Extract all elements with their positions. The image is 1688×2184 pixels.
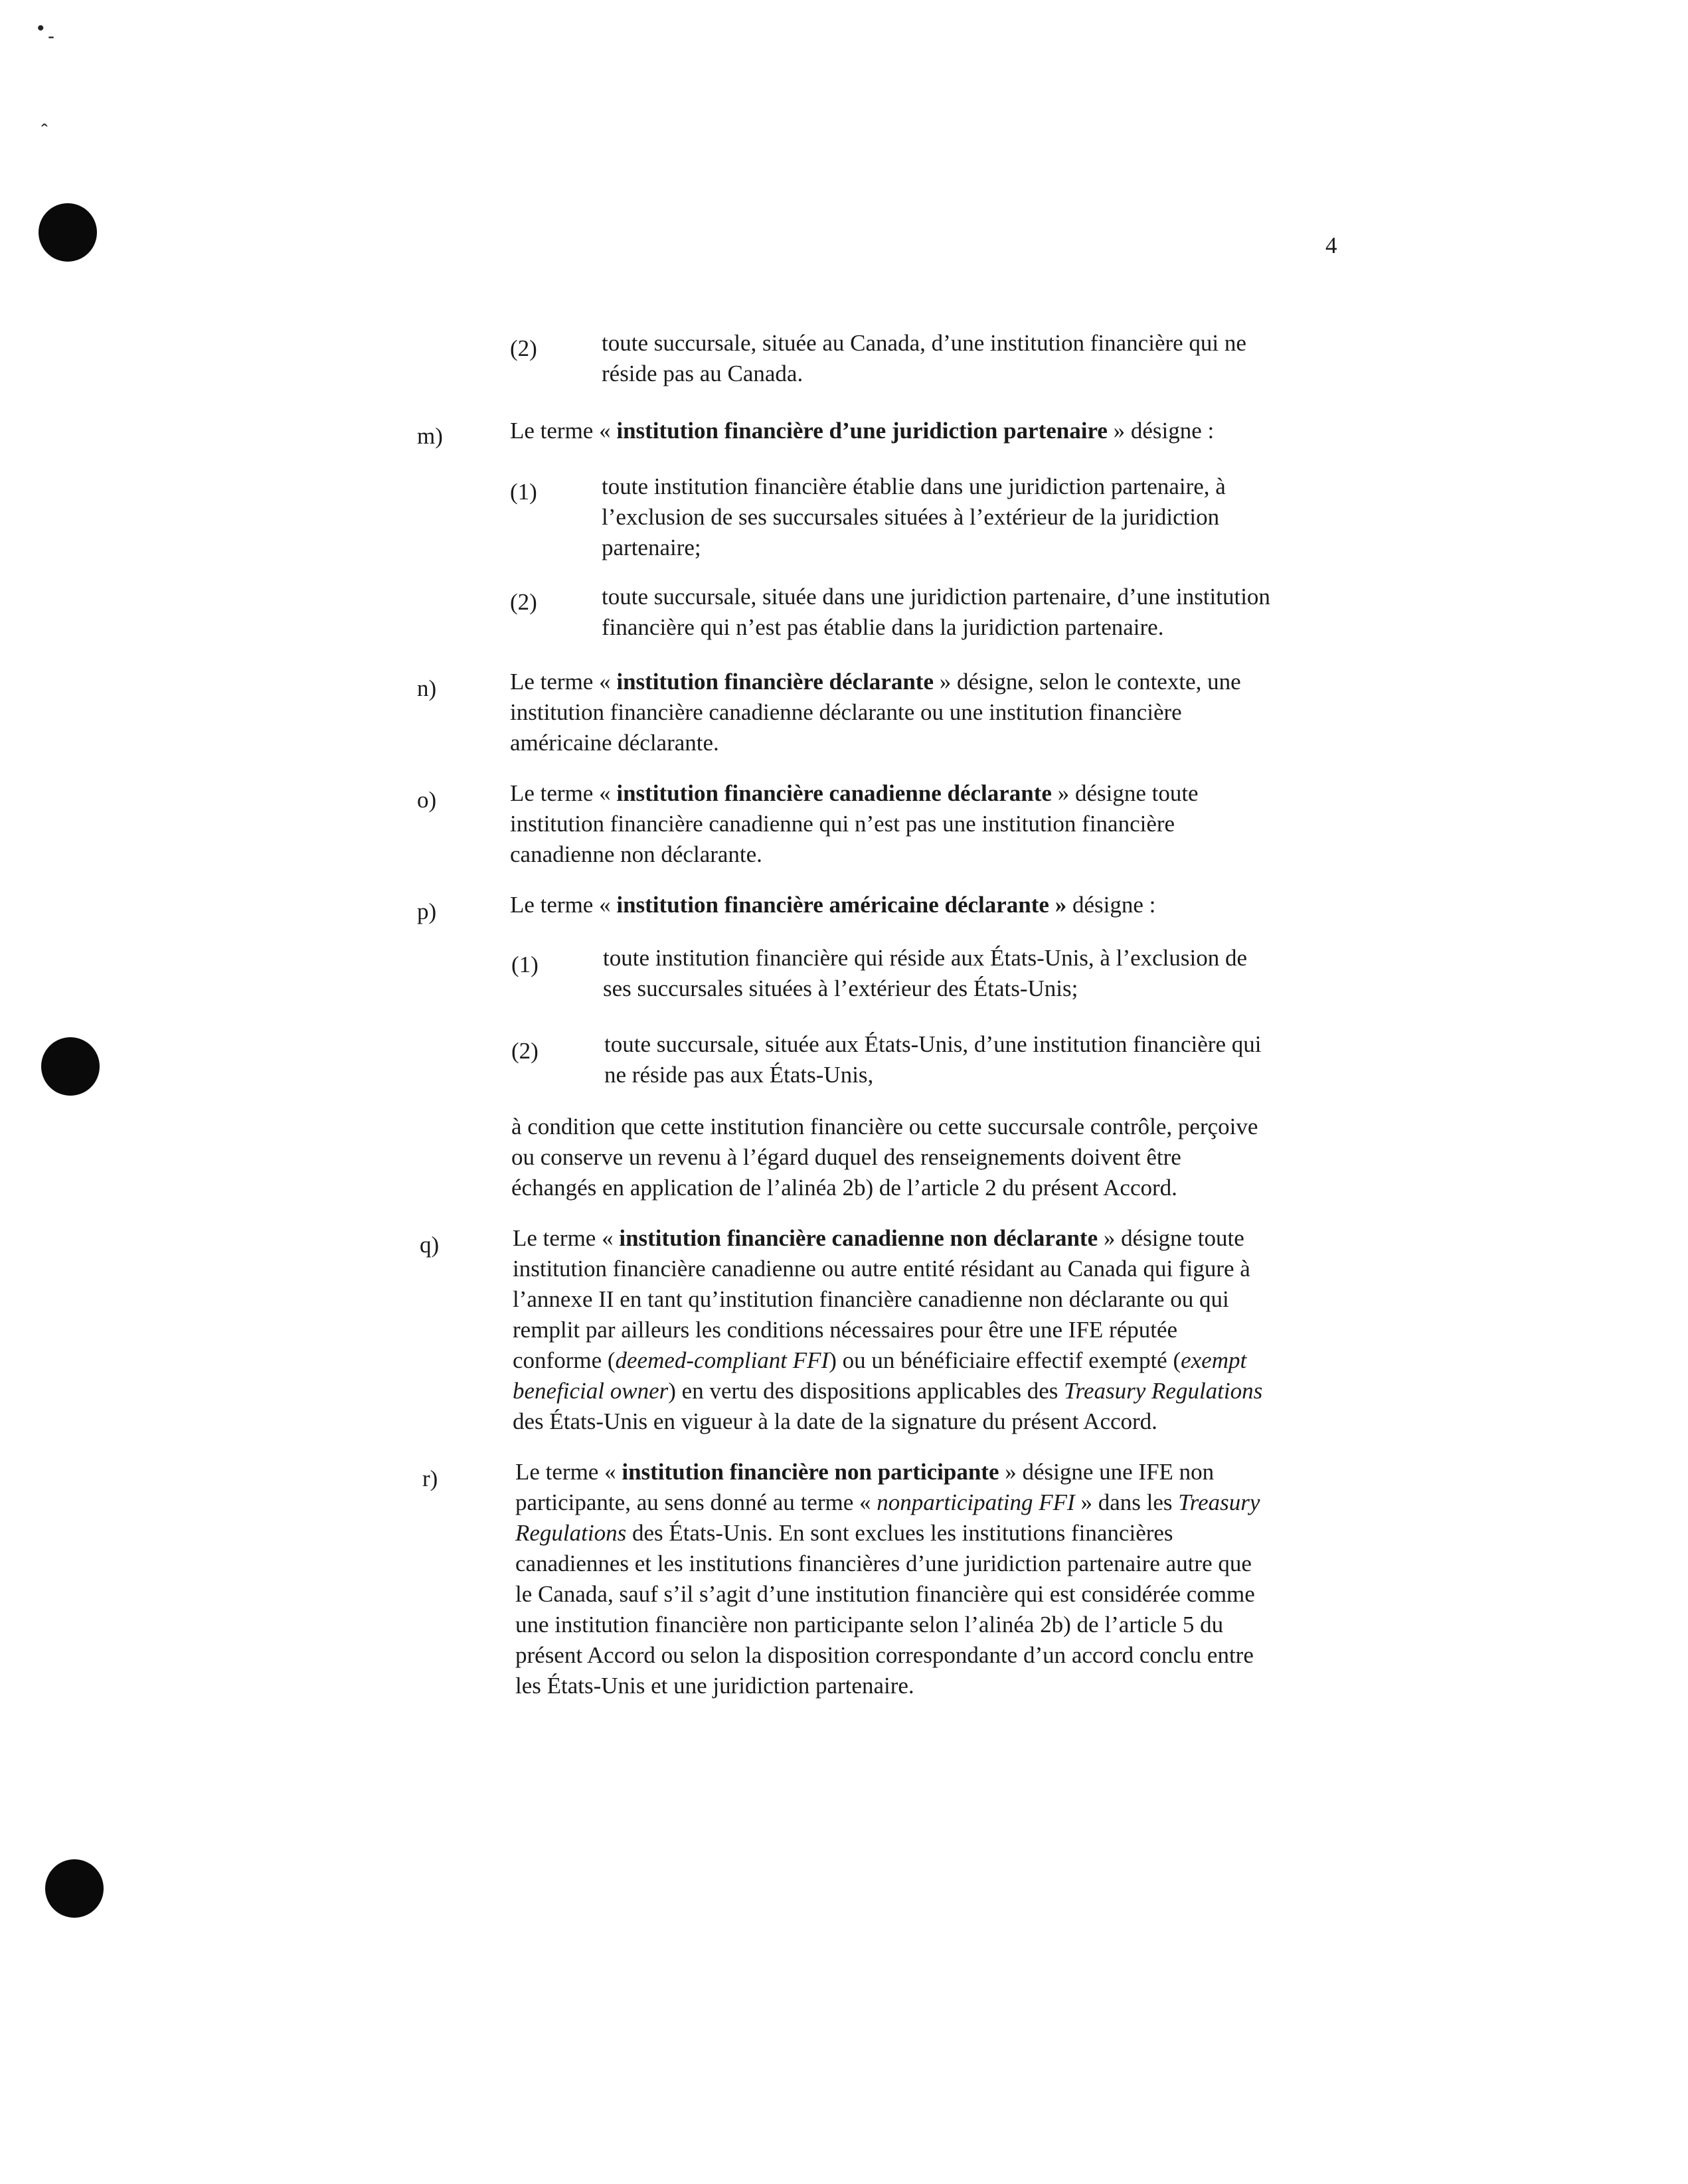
text-line: institution financière canadienne ou autre entité résidant au Canada qui figure à — [513, 1256, 1250, 1282]
text-line: échangés en application de l’alinéa 2b) de l’article 2 du présent Accord. — [511, 1175, 1177, 1201]
text-line: ne réside pas aux États-Unis, — [604, 1062, 874, 1088]
entry-text-n — [510, 667, 1241, 758]
text-line: beneficial owner) en vertu des dispositions applicables des Treasury Regulations — [513, 1378, 1263, 1404]
entry-marker-r: r) — [422, 1466, 438, 1491]
text-line: Le terme « institution financière déclarante » désigne, selon le contexte, une — [510, 669, 1241, 695]
punch-hole-bottom — [45, 1859, 104, 1918]
text-line: toute succursale, située dans une juridiction partenaire, d’une institution — [602, 584, 1270, 610]
text-line: des États-Unis en vigueur à la date de la signature du présent Accord. — [513, 1408, 1157, 1434]
text-line: américaine déclarante. — [510, 730, 719, 756]
entry-closing-p — [511, 1112, 1258, 1203]
text-line: Le terme « institution financière canadienne déclarante » désigne toute — [510, 780, 1199, 806]
item-text-l-2 — [602, 328, 1246, 389]
text-line: ses succursales situées à l’extérieur des États-Unis; — [603, 975, 1078, 1001]
text-line: Le terme « institution financière non participante » désigne une IFE non — [515, 1459, 1215, 1485]
punch-hole-top — [39, 203, 97, 262]
text-line: présent Accord ou selon la disposition correspondante d’un accord conclu entre — [515, 1642, 1254, 1668]
text-line: toute institution financière qui réside aux États-Unis, à l’exclusion de — [603, 945, 1248, 971]
text-line: toute institution financière établie dans une juridiction partenaire, à — [602, 473, 1226, 499]
page-number: 4 — [1325, 232, 1337, 258]
text-line: canadiennes et les institutions financières d’une juridiction partenaire autre que — [515, 1551, 1252, 1576]
defined-term: institution financière déclarante — [616, 669, 934, 695]
text-line: les États-Unis et une juridiction partenaire. — [515, 1673, 914, 1699]
text-line: financière qui n’est pas établie dans la juridiction partenaire. — [602, 614, 1164, 640]
entry-text-q — [513, 1223, 1262, 1437]
entry-intro-p — [510, 890, 1155, 920]
text-line: à condition que cette institution financière ou cette succursale contrôle, perçoive — [511, 1114, 1258, 1139]
text-line: Le terme « institution financière américaine déclarante » désigne : — [510, 892, 1156, 918]
defined-term: institution financière non participante — [622, 1459, 999, 1485]
text-line: Le terme « institution financière canadienne non déclarante » désigne toute — [513, 1225, 1244, 1251]
item-text-m-1 — [602, 471, 1226, 563]
defined-term: institution financière américaine déclarante » — [616, 892, 1067, 918]
entry-marker-p: p) — [417, 898, 437, 924]
text-line: toute succursale, située au Canada, d’une institution financière qui ne — [602, 330, 1246, 356]
scan-speck-dash: - — [48, 25, 54, 47]
text-line: une institution financière non participante selon l’alinéa 2b) de l’article 5 du — [515, 1612, 1224, 1638]
text-line: réside pas au Canada. — [602, 361, 803, 386]
entry-text-o — [510, 778, 1199, 870]
defined-term: institution financière canadienne non déclarante — [619, 1225, 1098, 1251]
text-line: participante, au sens donné au terme « nonparticipating FFI » dans les Treasury — [515, 1489, 1260, 1515]
text-line: canadienne non déclarante. — [510, 841, 762, 867]
entry-text-r — [515, 1457, 1260, 1701]
entry-marker-m: m) — [417, 423, 443, 449]
text-line: ou conserve un revenu à l’égard duquel des renseignements doivent être — [511, 1144, 1181, 1170]
scan-side-mark: ˆ — [41, 121, 48, 143]
item-text-p-2 — [604, 1029, 1261, 1090]
text-line: le Canada, sauf s’il s’agit d’une institution financière qui est considérée comme — [515, 1581, 1255, 1607]
text-line: institution financière canadienne qui n’est pas une institution financière — [510, 811, 1175, 837]
item-marker-p-1: (1) — [511, 952, 539, 977]
text-line: partenaire; — [602, 535, 701, 560]
entry-marker-n: n) — [417, 675, 437, 701]
text-line: conforme (deemed-compliant FFI) ou un bénéficiaire effectif exempté (exempt — [513, 1347, 1247, 1373]
text-line: l’exclusion de ses succursales situées à l’extérieur de la juridiction — [602, 504, 1220, 530]
item-text-m-2 — [602, 582, 1270, 643]
text-line: toute succursale, située aux États-Unis, d’une institution financière qui — [604, 1031, 1262, 1057]
item-text-p-1 — [603, 943, 1247, 1004]
text-line: institution financière canadienne déclarante ou une institution financière — [510, 699, 1182, 725]
item-marker-m-2: (2) — [510, 589, 537, 615]
entry-marker-o: o) — [417, 787, 437, 813]
defined-term: institution financière d’une juridiction partenaire — [616, 418, 1108, 444]
item-marker-p-2: (2) — [511, 1038, 539, 1064]
item-marker-l-2: (2) — [510, 335, 537, 361]
text-line: Le terme « institution financière d’une juridiction partenaire » désigne : — [510, 418, 1215, 444]
text-line: Regulations des États-Unis. En sont exclues les institutions financières — [515, 1520, 1173, 1546]
defined-term: institution financière canadienne déclarante — [616, 780, 1052, 806]
text-line: remplit par ailleurs les conditions nécessaires pour être une IFE réputée — [513, 1317, 1178, 1343]
entry-intro-m — [510, 416, 1214, 446]
punch-hole-middle — [41, 1037, 100, 1096]
scan-speck-dot: • — [37, 17, 44, 39]
text-line: l’annexe II en tant qu’institution financière canadienne non déclarante ou qui — [513, 1286, 1229, 1312]
item-marker-m-1: (1) — [510, 479, 537, 505]
entry-marker-q: q) — [420, 1232, 440, 1258]
